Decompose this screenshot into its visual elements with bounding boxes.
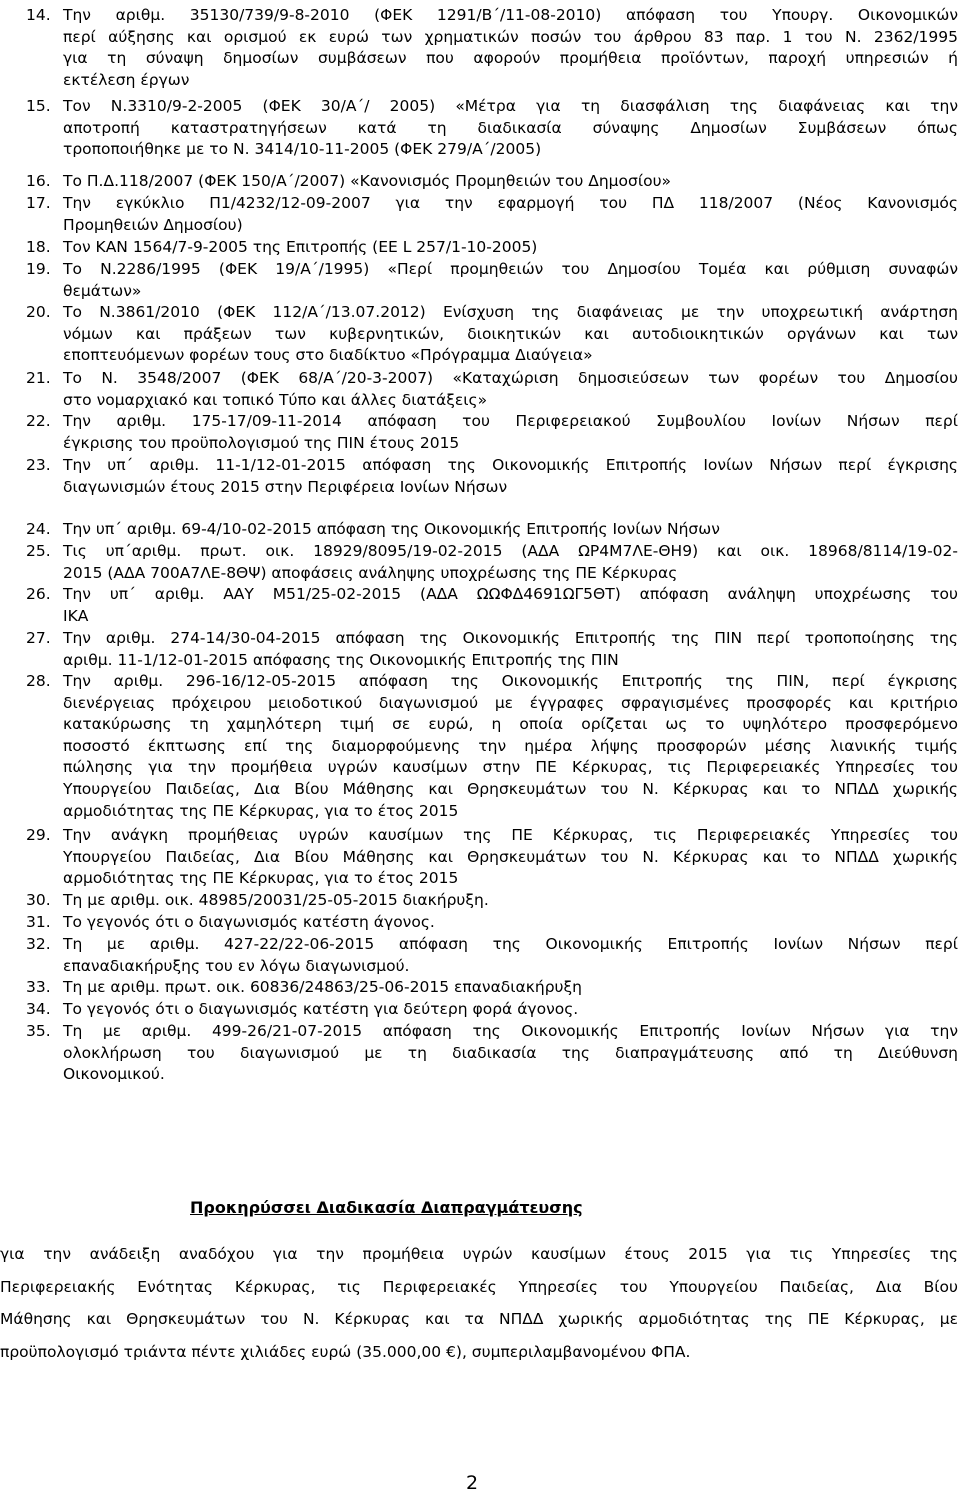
text-line: Την υπ΄ αριθμ. ΑΑΥ Μ51/25-02-2015 (ΑΔΑ ΩΩΦΔ4691ΩΓ5ΘΤ) απόφαση ανάληψη υποχρέωσης του xyxy=(63,585,958,603)
list-item-text xyxy=(63,411,958,454)
text-line: αρμοδιότητας της ΠΕ Κέρκυρας, για το έτος 2015 xyxy=(63,801,459,820)
text-line: Τη με αριθμ. πρωτ. οικ. 60836/24863/25-06-2015 επαναδιακήρυξη xyxy=(63,978,582,996)
list-item-number: 24. xyxy=(26,520,51,538)
text-line: Την υπ΄ αριθμ. 69-4/10-02-2015 απόφαση της Οικονομικής Επιτροπής Ιονίων Νήσων xyxy=(63,520,720,538)
list-item-text xyxy=(63,237,958,259)
text-line: ΙΚΑ xyxy=(63,606,89,625)
text-line: Την αριθμ. 296-16/12-05-2015 απόφαση της Οικονομικής Επιτροπής της ΠΙΝ, περί έγκρισης xyxy=(63,672,958,690)
list-item-number: 23. xyxy=(26,456,51,474)
list-item xyxy=(26,302,958,367)
text-line: 2015 (ΑΔΑ 700Α7ΛΕ-8ΘΨ) αποφάσεις ανάληψης υποχρέωσης της ΠΕ Κέρκυρας xyxy=(63,563,678,582)
list-item-number: 22. xyxy=(26,412,51,430)
list-item-text xyxy=(63,999,958,1021)
text-line: Τη με αριθμ. 499-26/21-07-2015 απόφαση της Οικονομικής Επιτροπής Ιονίων Νήσων για την xyxy=(63,1022,958,1040)
text-line: Οικονομικού. xyxy=(63,1065,165,1084)
list-item xyxy=(26,628,958,671)
list-item-number: 26. xyxy=(26,585,51,603)
list-item-text xyxy=(63,171,958,193)
list-item-text xyxy=(63,584,958,627)
list-item-number: 18. xyxy=(26,238,51,256)
text-line: Την υπ΄ αριθμ. 11-1/12-01-2015 απόφαση της Οικονομικής Επιτροπής Ιονίων Νήσων περί έγκρισης xyxy=(63,456,958,474)
list-item-text xyxy=(63,193,958,236)
page-number: 2 xyxy=(466,1472,479,1494)
text-line: Το Π.Δ.118/2007 (ΦΕΚ 150/Α΄/2007) «Κανονισμός Προμηθειών του Δημοσίου» xyxy=(63,172,672,190)
text-line: Την εγκύκλιο Π1/4232/12-09-2007 για την εφαρμογή του ΠΔ 118/2007 (Νέος Κανονισμός xyxy=(63,194,958,212)
list-item-number: 25. xyxy=(26,542,51,560)
list-item-number: 17. xyxy=(26,194,51,212)
text-line: Τη με αριθμ. οικ. 48985/20031/25-05-2015 διακήρυξη. xyxy=(63,891,489,909)
list-item-number: 21. xyxy=(26,369,51,387)
list-item-number: 28. xyxy=(26,672,51,690)
list-item-text xyxy=(63,302,958,367)
text-line: Τον Ν.3310/9-2-2005 (ΦΕΚ 30/Α΄/ 2005) «Μέτρα για τη διασφάλιση της διαφάνειας και την xyxy=(63,97,958,115)
list-item-text xyxy=(63,977,958,999)
text-line: εκτέλεση έργων xyxy=(63,70,190,89)
text-line: επαναδιακήρυξης του εν λόγω διαγωνισμού. xyxy=(63,956,410,975)
text-line: θεμάτων» xyxy=(63,281,142,300)
list-item xyxy=(26,999,958,1021)
list-item-text xyxy=(63,5,958,91)
list-item xyxy=(26,171,958,193)
list-item xyxy=(26,368,958,411)
list-item-number: 30. xyxy=(26,891,51,909)
text-line: έγκρισης του προϋπολογισμού της ΠΙΝ έτους 2015 xyxy=(63,433,460,452)
text-line: Προμηθειών Δημοσίου) xyxy=(63,215,243,234)
list-item-text xyxy=(63,96,958,161)
list-item-text xyxy=(63,934,958,977)
list-item xyxy=(26,912,958,934)
section-heading: Προκηρύσσει Διαδικασία Διαπραγμάτευσης xyxy=(190,1198,583,1217)
list-item-text xyxy=(63,259,958,302)
list-item xyxy=(26,455,958,498)
text-line: ολοκλήρωση του διαγωνισμού με τη διαδικασία της διαπραγμάτευσης από τη Διεύθυνση xyxy=(63,1043,958,1062)
list-item xyxy=(26,890,958,912)
text-line: Το γεγονός ότι ο διαγωνισμός κατέστη για δεύτερη φορά άγονος. xyxy=(63,1000,579,1018)
list-item-number: 35. xyxy=(26,1022,51,1040)
list-item-number: 16. xyxy=(26,172,51,190)
text-line: ποσοστό έκπτωσης επί της διαμορφούμενης την ημέρα λήψης προσφορών μέσης λιανικής τιμής xyxy=(63,736,958,755)
text-line: αρμοδιότητας της ΠΕ Κέρκυρας, για το έτος 2015 xyxy=(63,869,459,888)
text-line: πώλησης για την προμήθεια υγρών καυσίμων στην ΠΕ Κέρκυρας, τις Περιφερειακές Υπηρεσίες του xyxy=(63,758,958,777)
list-item xyxy=(26,96,958,161)
list-item-number: 32. xyxy=(26,935,51,953)
list-item xyxy=(26,541,958,584)
list-item xyxy=(26,519,958,541)
list-item xyxy=(26,411,958,454)
paragraph-line: για την ανάδειξη αναδόχου για την προμήθεια υγρών καυσίμων έτους 2015 για τις Υπηρεσίες της xyxy=(0,1245,958,1263)
list-item xyxy=(26,825,958,890)
text-line: Υπουργείου Παιδείας, Δια Βίου Μάθησης και Θρησκευμάτων του Ν. Κέρκυρας και το ΝΠΔΔ χωρικής xyxy=(63,847,958,866)
list-item-number: 33. xyxy=(26,978,51,996)
list-item xyxy=(26,5,958,91)
list-item xyxy=(26,671,958,822)
text-line: Το γεγονός ότι ο διαγωνισμός κατέστη άγονος. xyxy=(63,913,435,931)
text-line: Τη με αριθμ. 427-22/22-06-2015 απόφαση της Οικονομικής Επιτροπής Ιονίων Νήσων περί xyxy=(63,935,958,953)
list-item xyxy=(26,1021,958,1086)
text-line: περί αύξησης και ορισμού εκ ευρώ των χρηματικών ποσών του άρθρου 83 παρ. 1 του Ν. 2362/1995 xyxy=(63,27,958,46)
text-line: Υπουργείου Παιδείας, Δια Βίου Μάθησης και Θρησκευμάτων του Ν. Κέρκυρας και το ΝΠΔΔ χωρικής xyxy=(63,779,958,798)
list-item-number: 14. xyxy=(26,6,51,24)
text-line: για τη σύναψη δημοσίων συμβάσεων που αφορούν προμήθεια προϊόντων, παροχή υπηρεσιών ή xyxy=(63,49,958,68)
text-line: εποπτευόμενων φορέων τους στο διαδίκτυο «Πρόγραμμα Διαύγεια» xyxy=(63,346,593,365)
list-item-number: 20. xyxy=(26,303,51,321)
list-item-number: 19. xyxy=(26,260,51,278)
list-item-number: 27. xyxy=(26,629,51,647)
text-line: Την αριθμ. 274-14/30-04-2015 απόφαση της Οικονομικής Επιτροπής της ΠΙΝ περί τροποποίησης της xyxy=(63,629,958,647)
list-item-text xyxy=(63,541,958,584)
list-item-text xyxy=(63,628,958,671)
text-line: διενέργειας πρόχειρου μειοδοτικού διαγωνισμού με έγγραφες σφραγισμένες προσφορές και κριτήριο xyxy=(63,693,958,712)
list-item-text xyxy=(63,890,958,912)
list-item-number: 34. xyxy=(26,1000,51,1018)
text-line: στο νομαρχιακό και τοπικό Τύπο και άλλες διατάξεις» xyxy=(63,390,488,409)
text-line: Τις υπ΄αριθμ. πρωτ. οικ. 18929/8095/19-02-2015 (ΑΔΑ ΩΡ4Μ7ΛΕ-ΘΗ9) και οικ. 18968/8114/19-02- xyxy=(63,542,958,560)
list-item-number: 15. xyxy=(26,97,51,115)
list-item-text xyxy=(63,912,958,934)
list-item-text xyxy=(63,368,958,411)
text-line: Το Ν. 3548/2007 (ΦΕΚ 68/Α΄/20-3-2007) «Καταχώριση δημοσιεύσεων των φορέων του Δημοσίου xyxy=(63,369,958,387)
text-line: διαγωνισμών έτους 2015 στην Περιφέρεια Ιονίων Νήσων xyxy=(63,477,508,496)
list-item xyxy=(26,193,958,236)
text-line: Το Ν.2286/1995 (ΦΕΚ 19/Α΄/1995) «Περί προμηθειών του Δημοσίου Τομέα και ρύθμιση συναφών xyxy=(63,260,958,278)
list-item xyxy=(26,237,958,259)
list-item-number: 29. xyxy=(26,826,51,844)
list-item xyxy=(26,584,958,627)
list-item-number: 31. xyxy=(26,913,51,931)
list-item-text xyxy=(63,825,958,890)
text-line: Την ανάγκη προμήθειας υγρών καυσίμων της ΠΕ Κέρκυρας, τις Περιφερειακές Υπηρεσίες του xyxy=(63,826,958,844)
text-line: κατακύρωσης τη χαμηλότερη τιμή σε ευρώ, η οποία ορίζεται ως το υψηλότερο προσφερόμενο xyxy=(63,715,958,734)
list-item xyxy=(26,934,958,977)
text-line: αποτροπή καταστρατηγήσεων κατά τη διαδικασία σύναψης Δημοσίων Συμβάσεων όπως xyxy=(63,118,958,137)
body-paragraph xyxy=(0,1238,958,1368)
list-item-text xyxy=(63,455,958,498)
list-item xyxy=(26,259,958,302)
list-item-text xyxy=(63,519,958,541)
paragraph-line: Περιφερειακής Ενότητας Κέρκυρας, τις Περιφερειακές Υπηρεσίες του Υπουργείου Παιδείας, Δια Βίου xyxy=(0,1277,958,1296)
text-line: Τον ΚΑΝ 1564/7-9-2005 της Επιτροπής (ΕΕ L 257/1-10-2005) xyxy=(63,238,538,256)
text-line: αριθμ. 11-1/12-01-2015 απόφασης της Οικονομικής Επιτροπής της ΠΙΝ xyxy=(63,650,619,669)
text-line: Το Ν.3861/2010 (ΦΕΚ 112/Α΄/13.07.2012) Ενίσχυση της διαφάνειας με την υποχρεωτική ανάρτηση xyxy=(63,303,958,321)
paragraph-line: προϋπολογισμό τριάντα πέντε χιλιάδες ευρώ (35.000,00 €), συμπεριλαμβανομένου ΦΠΑ. xyxy=(0,1342,691,1361)
list-item-text xyxy=(63,1021,958,1086)
text-line: νόμων και πράξεων των κυβερνητικών, διοικητικών και αυτοδιοικητικών οργάνων και των xyxy=(63,324,958,343)
list-item-text xyxy=(63,671,958,822)
paragraph-line: Μάθησης και Θρησκευμάτων του Ν. Κέρκυρας και τα ΝΠΔΔ χωρικής αρμοδιότητας της ΠΕ Κέρκυρας, με xyxy=(0,1310,958,1328)
list-item xyxy=(26,977,958,999)
text-line: Την αριθμ. 35130/739/9-8-2010 (ΦΕΚ 1291/Β΄/11-08-2010) απόφαση του Υπουργ. Οικονομικών xyxy=(63,6,958,24)
text-line: Την αριθμ. 175-17/09-11-2014 απόφαση του Περιφερειακού Συμβουλίου Ιονίων Νήσων περί xyxy=(63,412,958,430)
text-line: τροποποιήθηκε με το Ν. 3414/10-11-2005 (ΦΕΚ 279/Α΄/2005) xyxy=(63,140,542,159)
